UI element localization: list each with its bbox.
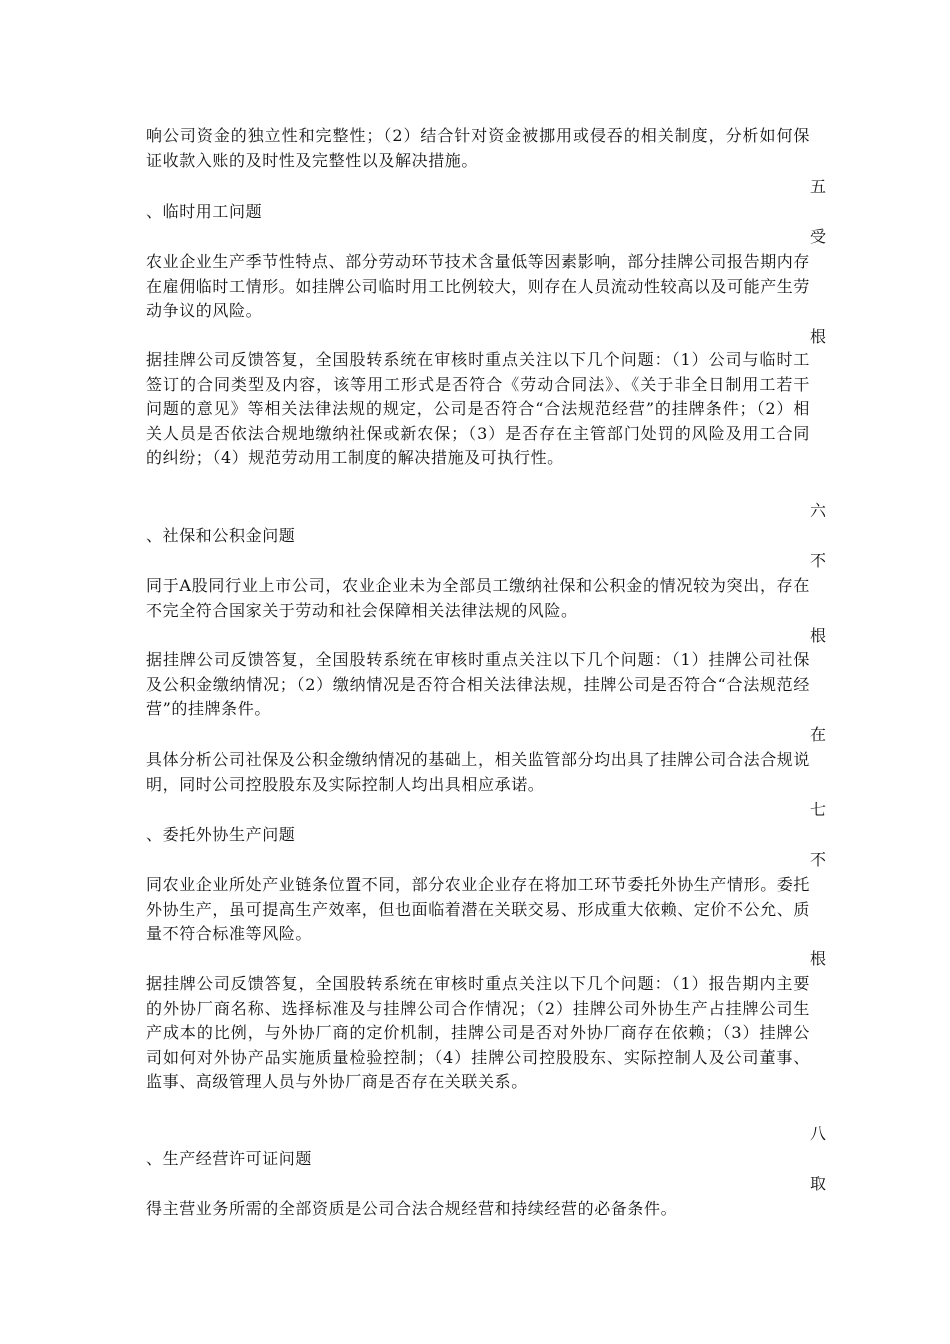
heading-outsourced-production: 、委托外协生产问题 [146, 825, 296, 844]
paragraph-lead-char: 取 [809, 1174, 826, 1193]
paragraph-lead-char: 在 [809, 725, 826, 744]
section-number-five: 五 [809, 177, 826, 196]
heading-temporary-labor: 、临时用工问题 [146, 202, 263, 221]
paragraph-lead-char: 不 [809, 850, 826, 869]
paragraph-social-insurance-risk: 同于A股同行业上市公司，农业企业未为全部员工缴纳社保和公积金的情况较为突出，存在不完全符合国家关于劳动和社会保障相关法律法规的风险。 [146, 576, 810, 620]
section-number-six: 六 [809, 501, 826, 520]
paragraph-temporary-labor-review: 据挂牌公司反馈答复，全国股转系统在审核时重点关注以下几个问题：（1）公司与临时工签订的合同类型及内容，该等用工形式是否符合《劳动合同法》、《关于非全日制用工若干问题的意见》等相关法律法规的规定，公司是否符合“合法规范经营”的挂牌条件；（2）相关人员是否依法合规地缴纳社保或新农保；（3）是否存在主管部门处罚的风险及用工合同的纠纷；（4）规范劳动用工制度的解决措施及可执行性。 [146, 350, 810, 467]
paragraph-outsourced-review: 据挂牌公司反馈答复，全国股转系统在审核时重点关注以下几个问题：（1）报告期内主要的外协厂商名称、选择标准及与挂牌公司合作情况；（2）挂牌公司外协生产占挂牌公司生产成本的比例，与外协厂商的定价机制，挂牌公司是否对外协厂商存在依赖；（3）挂牌公司如何对外协产品实施质量检验控制；（4）挂牌公司控股股东、实际控制人及公司董事、监事、高级管理人员与外协厂商是否存在关联关系。 [146, 974, 810, 1091]
section-number-eight: 八 [809, 1124, 826, 1143]
paragraph-temporary-labor-risk: 农业企业生产季节性特点、部分劳动环节技术含量低等因素影响，部分挂牌公司报告期内存在雇佣临时工情形。如挂牌公司临时用工比例较大，则存在人员流动性较高以及可能产生劳动争议的风险。 [146, 252, 811, 320]
paragraph-lead-char: 受 [809, 227, 826, 246]
paragraph-fund-independence: 响公司资金的独立性和完整性；（2）结合针对资金被挪用或侵吞的相关制度，分析如何保证收款入账的及时性及完整性以及解决措施。 [146, 126, 810, 170]
paragraph-social-insurance-review: 据挂牌公司反馈答复，全国股转系统在审核时重点关注以下几个问题：（1）挂牌公司社保及公积金缴纳情况；（2）缴纳情况是否符合相关法律法规，挂牌公司是否符合“合法规范经营”的挂牌条件。 [146, 650, 810, 718]
heading-production-license: 、生产经营许可证问题 [146, 1149, 313, 1168]
paragraph-outsourced-risk: 同农业企业所处产业链条位置不同，部分农业企业存在将加工环节委托外协生产情形。委托外协生产，虽可提高生产效率，但也面临着潜在关联交易、形成重大依赖、定价不公允、质量不符合标准等风险。 [146, 875, 811, 943]
paragraph-production-license: 得主营业务所需的全部资质是公司合法合规经营和持续经营的必备条件。 [146, 1199, 678, 1218]
paragraph-lead-char: 根 [809, 949, 826, 968]
heading-social-insurance: 、社保和公积金问题 [146, 526, 296, 545]
paragraph-lead-char: 根 [809, 626, 826, 645]
section-number-seven: 七 [809, 800, 826, 819]
paragraph-lead-char: 不 [809, 551, 826, 570]
paragraph-social-insurance-compliance: 具体分析公司社保及公积金缴纳情况的基础上，相关监管部分均出具了挂牌公司合法合规说明，同时公司控股股东及实际控制人均出具相应承诺。 [146, 750, 811, 794]
paragraph-lead-char: 根 [809, 327, 826, 346]
